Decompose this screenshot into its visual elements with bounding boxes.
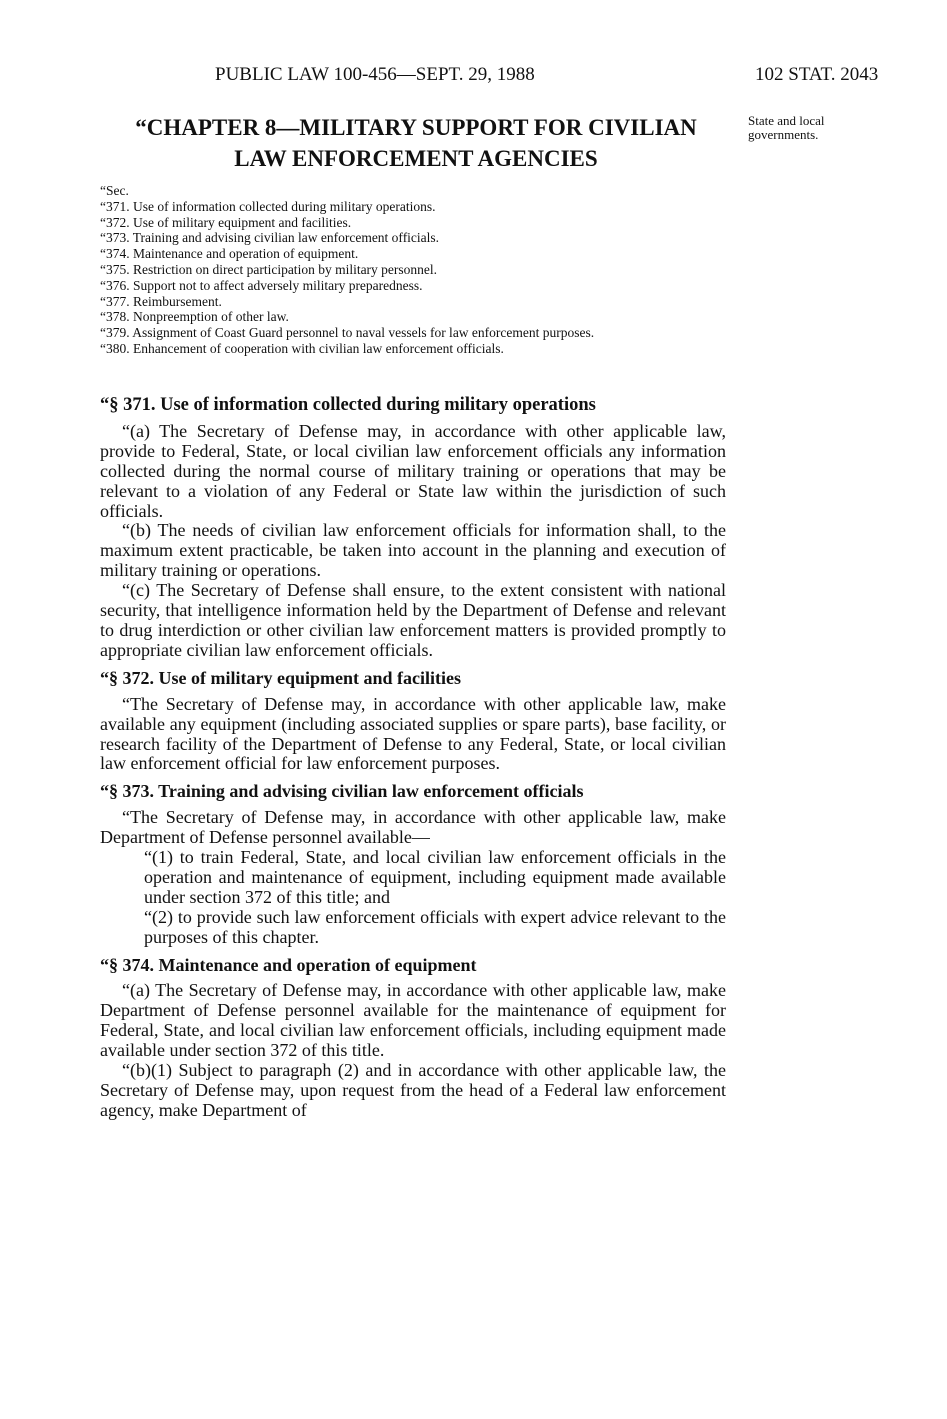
toc-item: “377. Reimbursement.	[100, 293, 222, 309]
section-371-subsection-c: “(c) The Secretary of Defense shall ensure, to the extent consistent with national security, that intelligence information held by the Department of Defense and relevant to drug interdiction or other civilian law enforcement matters is provided promptly to appropriate civilian law enforcement officials.	[100, 580, 726, 660]
toc-item: “374. Maintenance and operation of equipment.	[100, 246, 359, 262]
toc-item: “379. Assignment of Coast Guard personnel to naval vessels for law enforcement purposes.	[100, 325, 595, 341]
section-373-heading: “§ 373. Training and advising civilian law enforcement officials	[100, 781, 584, 802]
toc-item: “380. Enhancement of cooperation with civilian law enforcement officials.	[100, 340, 504, 356]
section-371-subsection-b: “(b) The needs of civilian law enforcement officials for information shall, to the maximum extent practicable, be taken into account in the planning and execution of military training or operations.	[100, 520, 726, 581]
section-374-subsection-b1: “(b)(1) Subject to paragraph (2) and in accordance with other applicable law, the Secretary of Defense may, upon request from the head of a Federal law enforcement agency, make Department of	[100, 1060, 726, 1120]
page-header	[0, 64, 947, 90]
section-373-paragraph-1: “(1) to train Federal, State, and local civilian law enforcement officials in the operation and maintenance of equipment, including equipment made available under section 372 of this title; and	[144, 847, 726, 907]
toc-item: “371. Use of information collected during military operations.	[100, 198, 436, 214]
section-372-heading: “§ 372. Use of military equipment and facilities	[100, 667, 461, 688]
section-372-text: “The Secretary of Defense may, in accordance with other applicable law, make available any equipment (including associated supplies or spare parts), base facility, or research facility of the Department of Defense to any Federal, State, or local civilian law enforcement official for law enforcement purposes.	[100, 693, 726, 774]
toc-item: “372. Use of military equipment and facilities.	[100, 214, 352, 230]
chapter-title	[100, 112, 732, 174]
stat-page-number: 102 STAT. 2043	[755, 64, 879, 85]
section-374-subsection-a: “(a) The Secretary of Defense may, in accordance with other applicable law, make Department of Defense personnel available for the maintenance of equipment for Federal, State, and local civilian law enforcement officials, including equipment made available under section 372 of this title.	[100, 980, 726, 1061]
section-371-heading: “§ 371. Use of information collected during military operations	[100, 395, 596, 415]
toc-item: “378. Nonpreemption of other law.	[100, 309, 289, 325]
toc-item: “376. Support not to affect adversely military preparedness.	[100, 277, 423, 293]
table-of-sections	[100, 183, 728, 357]
toc-item: “375. Restriction on direct participation by military personnel.	[100, 261, 438, 277]
margin-note: State and local governments.	[748, 113, 825, 142]
chapter-title-line-1: “CHAPTER 8—MILITARY SUPPORT FOR CIVILIAN	[135, 115, 697, 140]
section-373-text: “The Secretary of Defense may, in accordance with other applicable law, make Department of Defense personnel available—	[100, 807, 726, 848]
section-373-paragraph-2: “(2) to provide such law enforcement officials with expert advice relevant to the purposes of this chapter.	[144, 906, 726, 947]
toc-label: “Sec.	[100, 183, 129, 198]
section-371-subsection-a: “(a) The Secretary of Defense may, in accordance with other applicable law, provide to Federal, State, or local civilian law enforcement officials any information collected during the normal course of military training or operations that may be relevant to a violation of any Federal or State law within the jurisdiction of such officials.	[100, 420, 726, 521]
toc-item: “373. Training and advising civilian law enforcement officials.	[100, 230, 440, 246]
section-374-heading: “§ 374. Maintenance and operation of equipment	[100, 954, 477, 975]
chapter-title-line-2: LAW ENFORCEMENT AGENCIES	[234, 146, 598, 171]
statute-body	[100, 396, 726, 1125]
running-head: PUBLIC LAW 100-456—SEPT. 29, 1988	[215, 64, 535, 85]
